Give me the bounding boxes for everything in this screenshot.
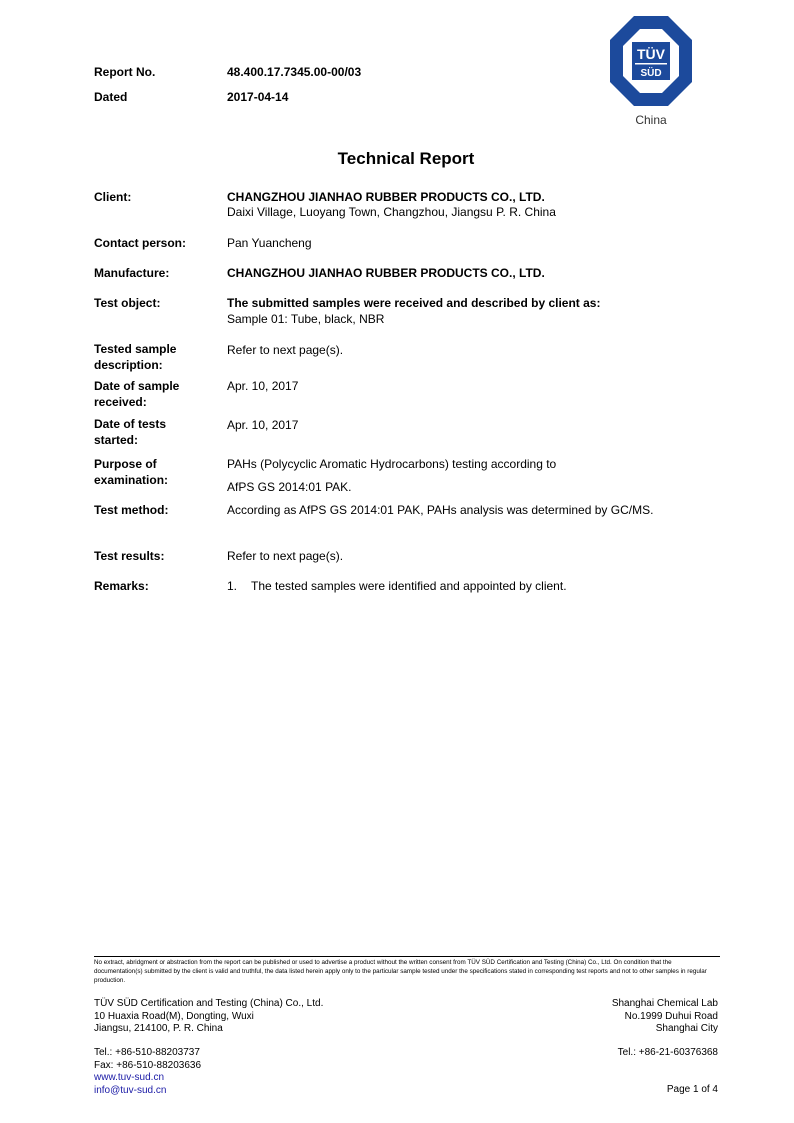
- manufacture-value: CHANGZHOU JIANHAO RUBBER PRODUCTS CO., LTD.: [227, 266, 545, 280]
- footer-address-line2: Jiangsu, 214100, P. R. China: [94, 1023, 223, 1034]
- test-object-line2: Sample 01: Tube, black, NBR: [227, 312, 385, 326]
- purpose-line2: AfPS GS 2014:01 PAK.: [227, 480, 352, 494]
- contact-value: Pan Yuancheng: [227, 236, 312, 250]
- footer-left-address: [94, 998, 323, 1036]
- footer-company: TÜV SÜD Certification and Testing (China) Co., Ltd.: [94, 998, 324, 1009]
- remarks-value: The tested samples were identified and appointed by client.: [251, 579, 567, 593]
- date-received-label-line2: received:: [94, 395, 147, 409]
- footer-left-contact: [94, 1047, 201, 1097]
- purpose-label-line1: Purpose of: [94, 457, 157, 471]
- test-object-line1: The submitted samples were received and described by client as:: [227, 296, 601, 310]
- client-name: CHANGZHOU JIANHAO RUBBER PRODUCTS CO., LTD.: [227, 190, 545, 204]
- footer-website-link[interactable]: www.tuv-sud.cn: [94, 1072, 165, 1083]
- date-started-label: [94, 416, 219, 448]
- footer-disclaimer: No extract, abridgment or abstraction from the report can be published or used to advertise a product without the written consent from TÜV SÜD Certification and Testing (China) Co., Ltd. On condition that the documentation(s) submitted by the client is valid and truthful, the data listed herein apply only to the particular sample tested under the specifications stated in corresponding test reports and not to other samples in regular production.: [94, 959, 707, 984]
- method-label: Test method:: [94, 503, 169, 517]
- method-value: According as AfPS GS 2014:01 PAK, PAHs analysis was determined by GC/MS.: [227, 503, 654, 517]
- purpose-label-line2: examination:: [94, 473, 169, 487]
- client-address: Daixi Village, Luoyang Town, Changzhou, Jiangsu P. R. China: [227, 205, 556, 219]
- sample-desc-label-line1: Tested sample: [94, 342, 177, 356]
- contact-label: Contact person:: [94, 236, 187, 250]
- client-label: Client:: [94, 190, 132, 204]
- report-no-value: 48.400.17.7345.00-00/03: [227, 65, 362, 79]
- footer-lab-address-line1: No.1999 Duhui Road: [624, 1010, 718, 1022]
- remarks-number: 1.: [227, 579, 238, 593]
- footer-email-link[interactable]: info@tuv-sud.cn: [94, 1084, 167, 1096]
- page-title: Technical Report: [337, 149, 475, 168]
- footer-lab-tel: Tel.: +86-21-60376368: [617, 1047, 718, 1058]
- footer-tel: Tel.: +86-510-88203737: [94, 1047, 200, 1058]
- tuv-sud-logo: [609, 15, 693, 125]
- sample-desc-label-line2: description:: [94, 358, 163, 372]
- footer-fax: Fax: +86-510-88203636: [94, 1059, 202, 1071]
- remarks-label: Remarks:: [94, 579, 149, 593]
- sample-desc-label: [94, 341, 219, 373]
- footer-right-address: [612, 998, 718, 1036]
- tuv-sud-octagon-icon: [609, 15, 693, 107]
- test-object-label: Test object:: [94, 296, 161, 310]
- logo-country: China: [635, 113, 667, 127]
- date-received-label: [94, 378, 219, 410]
- report-no-label: Report No.: [94, 65, 156, 79]
- svg-text:TÜV: TÜV: [637, 46, 665, 62]
- dated-value: 2017-04-14: [227, 90, 289, 104]
- date-received-value: Apr. 10, 2017: [227, 379, 299, 393]
- svg-text:SÜD: SÜD: [640, 68, 662, 79]
- footer-address-line1: 10 Huaxia Road(M), Dongting, Wuxi: [94, 1010, 254, 1022]
- footer-lab-address-line2: Shanghai City: [655, 1023, 718, 1034]
- manufacture-label: Manufacture:: [94, 266, 170, 280]
- purpose-label: [94, 456, 219, 488]
- results-value: Refer to next page(s).: [227, 549, 344, 563]
- date-started-label-line1: Date of tests: [94, 417, 167, 431]
- date-started-label-line2: started:: [94, 433, 139, 447]
- date-received-label-line1: Date of sample: [94, 379, 180, 393]
- results-label: Test results:: [94, 549, 165, 563]
- footer-lab-name: Shanghai Chemical Lab: [611, 998, 718, 1009]
- page-number: Page 1 of 4: [666, 1084, 718, 1095]
- purpose-line1: PAHs (Polycyclic Aromatic Hydrocarbons) testing according to: [227, 457, 557, 471]
- sample-desc-value: Refer to next page(s).: [227, 343, 344, 357]
- dated-label: Dated: [94, 90, 128, 104]
- date-started-value: Apr. 10, 2017: [227, 418, 299, 432]
- footer-divider: [94, 956, 720, 957]
